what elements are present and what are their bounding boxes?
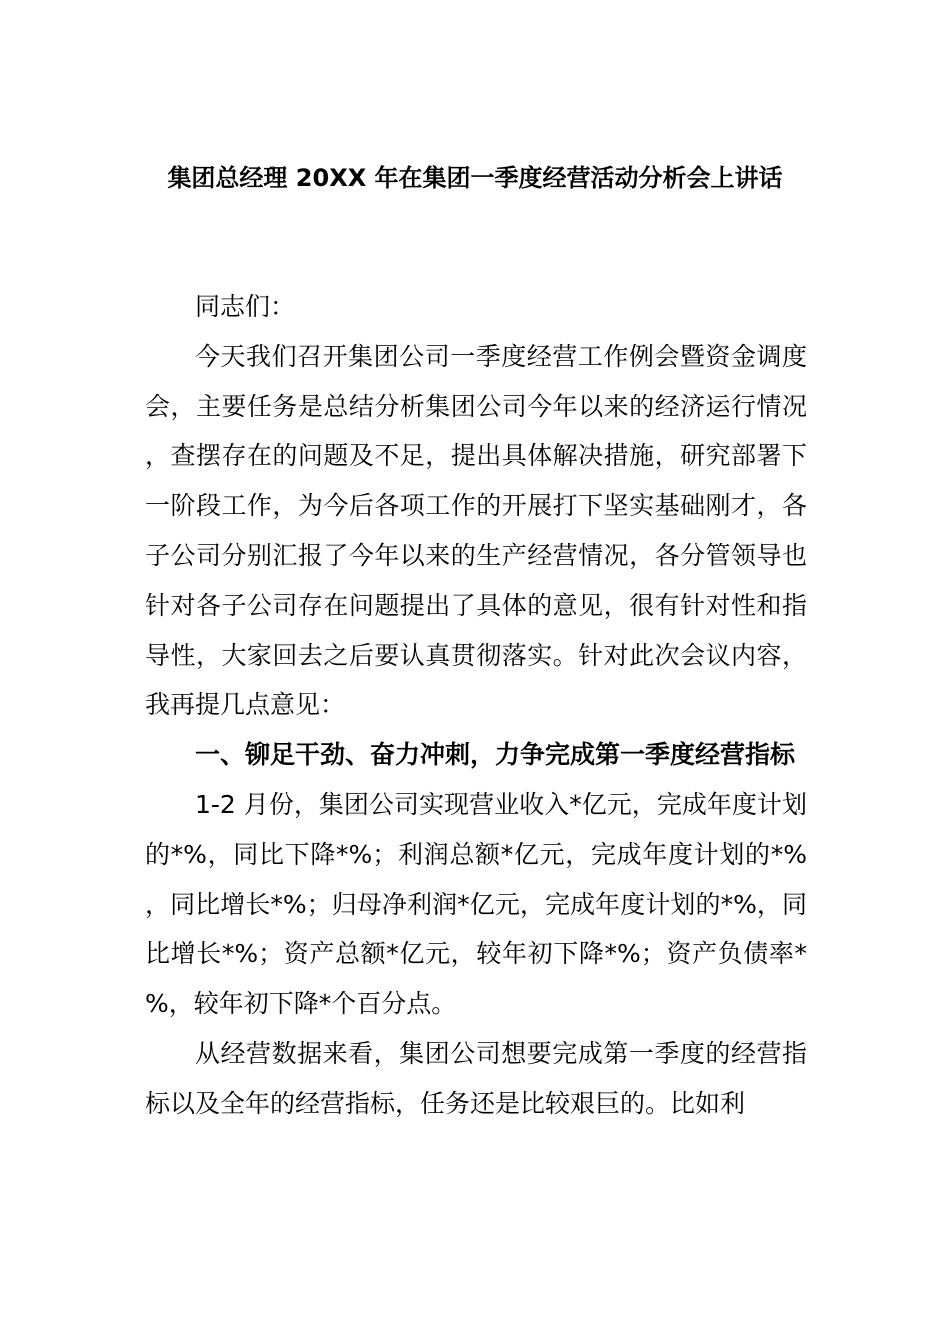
data-paragraph: 1-2 月份，集团公司实现营业收入*亿元，完成年度计划的*%，同比下降*%；利润总额*亿元，完成年度计划的*%，同比增长*%；归母净利润*亿元，完成年度计划的*%，同比增长*%；资产总额*亿元，较年初下降*%；资产负债率*%，较年初下降*个百分点。 (145, 789, 807, 1019)
salutation-paragraph: 同志们： (195, 292, 296, 321)
section-heading: 一、铆足干劲、奋力冲刺，力争完成第一季度经营指标 (195, 740, 796, 770)
document-title: 集团总经理 20XX 年在集团一季度经营活动分析会上讲话 (167, 164, 783, 192)
intro-paragraph: 今天我们召开集团公司一季度经营工作例会暨资金调度会，主要任务是总结分析集团公司今年以来的经济运行情况，查摆存在的问题及不足，提出具体解决措施，研究部署下一阶段工作，为今后各项工作的开展打下坚实基础刚才，各子公司分别汇报了今年以来的生产经营情况，各分管领导也针对各子公司存在问题提出了具体的意见，很有针对性和指导性，大家回去之后要认真贯彻落实。针对此次会议内容，我再提几点意见： (145, 341, 807, 720)
document-body (145, 282, 807, 1129)
analysis-paragraph: 从经营数据来看，集团公司想要完成第一季度的经营指标以及全年的经营指标，任务还是比较艰巨的。比如利 (145, 1038, 807, 1118)
